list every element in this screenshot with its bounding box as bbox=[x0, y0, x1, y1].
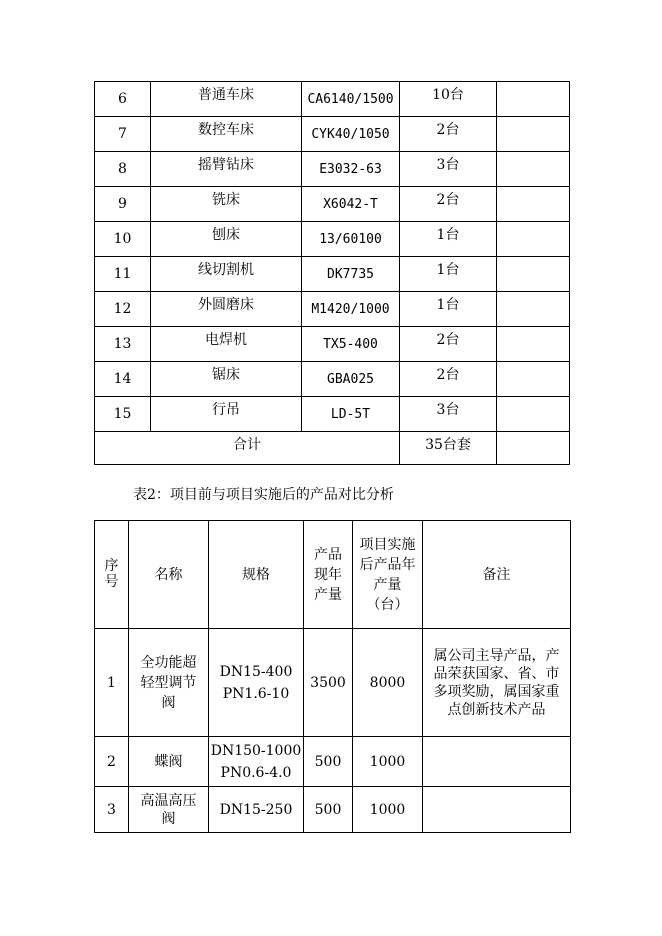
cell-no: 12 bbox=[95, 292, 151, 327]
cell-name: 行吊 bbox=[151, 397, 302, 432]
header-no: 序号 bbox=[95, 521, 129, 629]
table-row bbox=[95, 327, 570, 362]
header-row bbox=[95, 521, 571, 629]
cell-no: 6 bbox=[95, 82, 151, 117]
cell-no: 7 bbox=[95, 117, 151, 152]
cell-name: 锯床 bbox=[151, 362, 302, 397]
spec-pressure: PN1.6-10 bbox=[222, 685, 290, 702]
header-name: 名称 bbox=[129, 521, 209, 629]
header-current: 产品现年产量 bbox=[304, 521, 353, 629]
cell-qty: 2台 bbox=[400, 117, 497, 152]
cell-note bbox=[497, 82, 570, 117]
cell-after: 1000 bbox=[353, 787, 423, 833]
cell-model: CYK40/1050 bbox=[302, 117, 400, 152]
cell-qty: 10台 bbox=[400, 82, 497, 117]
cell-model: DK7735 bbox=[302, 257, 400, 292]
cell-model: X6042-T bbox=[302, 187, 400, 222]
cell-model: LD-5T bbox=[302, 397, 400, 432]
header-note: 备注 bbox=[423, 521, 571, 629]
cell-no: 9 bbox=[95, 187, 151, 222]
cell-name: 刨床 bbox=[151, 222, 302, 257]
total-value: 35台套 bbox=[400, 432, 497, 465]
table-row bbox=[95, 292, 570, 327]
cell-note bbox=[423, 737, 571, 787]
cell-qty: 3台 bbox=[400, 397, 497, 432]
cell-after: 8000 bbox=[353, 629, 423, 737]
cell-qty: 2台 bbox=[400, 187, 497, 222]
cell-no: 1 bbox=[95, 629, 129, 737]
table-row bbox=[95, 257, 570, 292]
cell-no: 11 bbox=[95, 257, 151, 292]
cell-note bbox=[497, 362, 570, 397]
cell-name: 高温高压阀 bbox=[129, 787, 209, 833]
cell-qty: 1台 bbox=[400, 292, 497, 327]
cell-name: 外圆磨床 bbox=[151, 292, 302, 327]
cell-no: 3 bbox=[95, 787, 129, 833]
cell-note bbox=[423, 787, 571, 833]
table-row bbox=[95, 737, 571, 787]
cell-model: GBA025 bbox=[302, 362, 400, 397]
cell-name: 线切割机 bbox=[151, 257, 302, 292]
cell-note bbox=[497, 397, 570, 432]
total-label: 合计 bbox=[95, 432, 400, 465]
cell-note bbox=[497, 222, 570, 257]
cell-no: 15 bbox=[95, 397, 151, 432]
cell-current: 500 bbox=[304, 737, 353, 787]
cell-name: 铣床 bbox=[151, 187, 302, 222]
equipment-table bbox=[94, 81, 570, 465]
table2-caption: 表2：项目前与项目实施后的产品对比分析 bbox=[133, 487, 394, 503]
table-row bbox=[95, 362, 570, 397]
total-note bbox=[497, 432, 570, 465]
cell-name: 电焊机 bbox=[151, 327, 302, 362]
cell-note bbox=[497, 117, 570, 152]
cell-name: 全功能超轻型调节阀 bbox=[129, 629, 209, 737]
cell-note bbox=[497, 292, 570, 327]
cell-qty: 3台 bbox=[400, 152, 497, 187]
cell-no: 10 bbox=[95, 222, 151, 257]
cell-model: CA6140/1500 bbox=[302, 82, 400, 117]
cell-qty: 1台 bbox=[400, 257, 497, 292]
spec-pressure: PN0.6-4.0 bbox=[220, 764, 292, 781]
cell-note bbox=[497, 327, 570, 362]
cell-note: 属公司主导产品，产品荣获国家、省、市多项奖励，属国家重点创新技术产品 bbox=[423, 629, 571, 737]
table-row bbox=[95, 187, 570, 222]
cell-note bbox=[497, 257, 570, 292]
cell-name: 摇臂钻床 bbox=[151, 152, 302, 187]
cell-model: 13/60100 bbox=[302, 222, 400, 257]
total-row bbox=[95, 432, 570, 465]
cell-spec bbox=[209, 737, 304, 787]
cell-after: 1000 bbox=[353, 737, 423, 787]
header-spec: 规格 bbox=[209, 521, 304, 629]
product-comparison-table bbox=[94, 520, 571, 833]
header-after: 项目实施后产品年产量（台） bbox=[353, 521, 423, 629]
table-row bbox=[95, 787, 571, 833]
table-row bbox=[95, 222, 570, 257]
cell-qty: 2台 bbox=[400, 327, 497, 362]
table-row bbox=[95, 82, 570, 117]
cell-no: 14 bbox=[95, 362, 151, 397]
cell-note bbox=[497, 187, 570, 222]
cell-no: 8 bbox=[95, 152, 151, 187]
table-row bbox=[95, 629, 571, 737]
spec-size: DN150-1000 bbox=[210, 742, 302, 759]
cell-note bbox=[497, 152, 570, 187]
cell-qty: 2台 bbox=[400, 362, 497, 397]
cell-no: 2 bbox=[95, 737, 129, 787]
cell-model: M1420/1000 bbox=[302, 292, 400, 327]
table-row bbox=[95, 397, 570, 432]
cell-model: E3032-63 bbox=[302, 152, 400, 187]
cell-current: 500 bbox=[304, 787, 353, 833]
cell-spec: DN15-250 bbox=[209, 787, 304, 833]
cell-spec bbox=[209, 629, 304, 737]
spec-size: DN15-400 bbox=[219, 663, 293, 680]
cell-name: 普通车床 bbox=[151, 82, 302, 117]
table-row bbox=[95, 152, 570, 187]
cell-name: 数控车床 bbox=[151, 117, 302, 152]
cell-qty: 1台 bbox=[400, 222, 497, 257]
table-row bbox=[95, 117, 570, 152]
cell-model: TX5-400 bbox=[302, 327, 400, 362]
cell-no: 13 bbox=[95, 327, 151, 362]
cell-name: 蝶阀 bbox=[129, 737, 209, 787]
cell-current: 3500 bbox=[304, 629, 353, 737]
